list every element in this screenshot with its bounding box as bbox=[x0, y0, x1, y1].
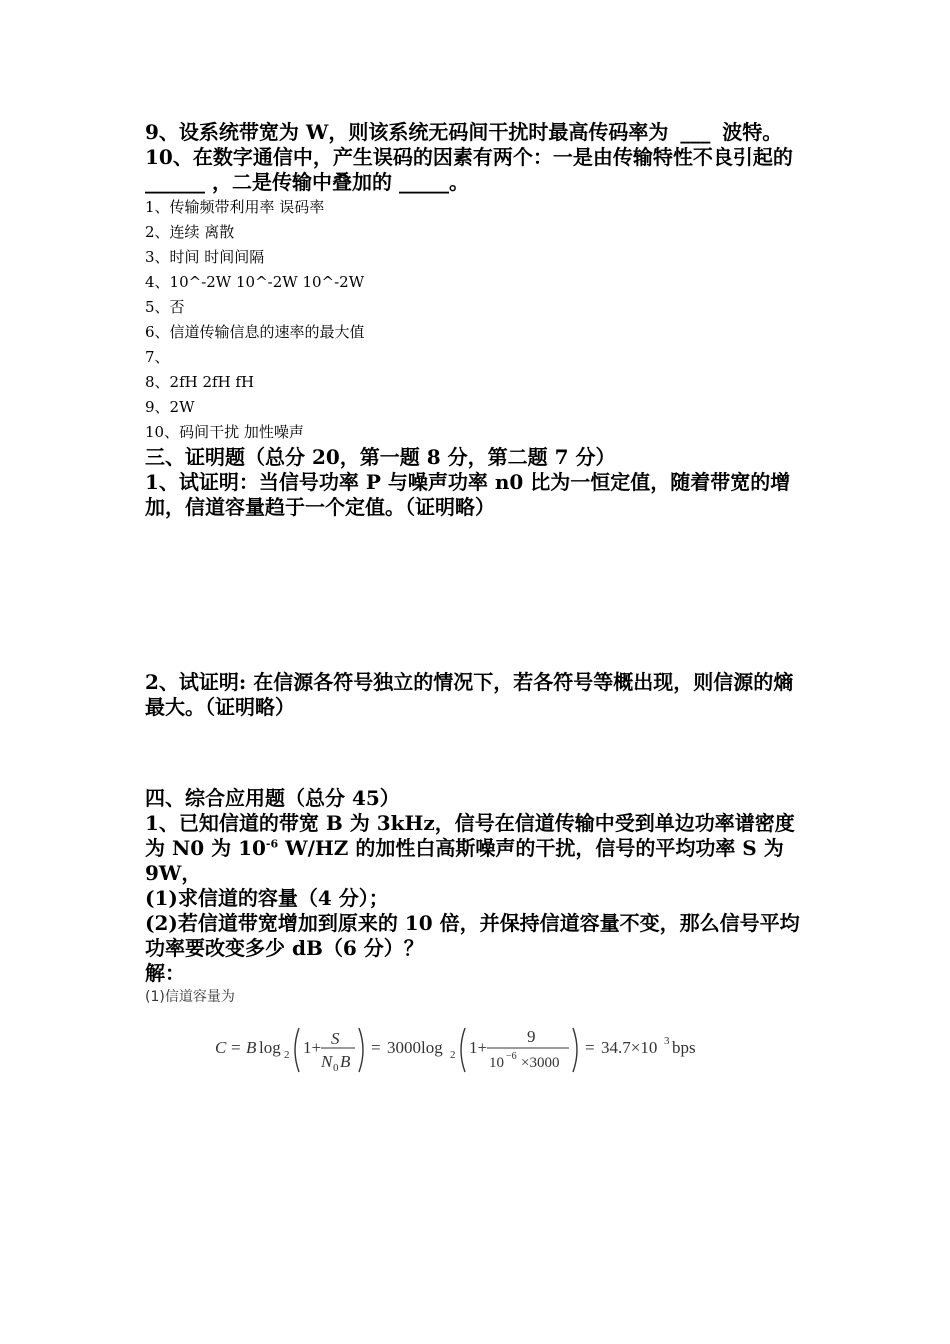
right-paren bbox=[359, 1028, 363, 1072]
answer-item: 6、信道传输信息的速率的最大值 bbox=[145, 323, 365, 341]
formula-n: N bbox=[321, 1052, 333, 1071]
formula-unit: bps bbox=[672, 1038, 696, 1057]
channel-capacity-formula bbox=[215, 1020, 735, 1076]
answer-list bbox=[145, 195, 810, 445]
section-3-title: 三、证明题（总分 20，第一题 8 分，第二题 7 分） bbox=[145, 445, 616, 469]
left-paren bbox=[461, 1028, 465, 1072]
blank-space bbox=[145, 520, 810, 670]
formula-eq: = bbox=[371, 1038, 381, 1057]
answer-item: 7、 bbox=[145, 348, 170, 366]
answer-item: 4、10^-2W 10^-2W 10^-2W bbox=[145, 273, 365, 291]
formula-one-plus: 1+ bbox=[469, 1038, 488, 1057]
solution-step-1-label: (1)信道容量为 bbox=[145, 989, 235, 1005]
formula-result: 34.7×10 bbox=[601, 1038, 658, 1057]
formula-eq: = bbox=[585, 1038, 595, 1057]
question-part-2: (2)若信道带宽增加到原来的 10 倍，并保持信道容量不变，那么信号平均功率要改变多少 dB（6 分）？ bbox=[145, 911, 800, 960]
right-paren bbox=[573, 1028, 577, 1072]
blank-space bbox=[145, 720, 810, 786]
answer-item: 5、否 bbox=[145, 298, 185, 316]
proof-question-2: 2、试证明: 在信源各符号独立的情况下，若各符号等概出现，则信源的熵最大。（证明略） bbox=[145, 670, 794, 719]
answer-item: 1、传输频带利用率 误码率 bbox=[145, 198, 325, 216]
formula-eq: = bbox=[231, 1038, 241, 1057]
formula-times-3000: ×3000 bbox=[521, 1055, 560, 1071]
question-9: 9、设系统带宽为 W，则该系统无码间干扰时最高传码率为 ___ 波特。 bbox=[145, 120, 783, 144]
formula-ten: 10 bbox=[489, 1055, 504, 1071]
formula-b: B bbox=[340, 1052, 351, 1071]
formula-exp: 3 bbox=[664, 1035, 670, 1047]
answer-blank: ___ bbox=[680, 120, 711, 144]
formula-one-plus: 1+ bbox=[303, 1038, 322, 1057]
answer-item: 10、码间干扰 加性噪声 bbox=[145, 423, 304, 441]
answer-item: 9、2W bbox=[145, 398, 195, 416]
application-question-1: 1、已知信道的带宽 B 为 3kHz，信号在信道传输中受到单边功率谱密度为 N0 为 $10^{-6}$ W/HZ 的加性白高斯噪声的干扰，信号的平均功率 S 为 9W， bbox=[145, 811, 795, 885]
answer-item: 2、连续 离散 bbox=[145, 223, 235, 241]
formula-c: C bbox=[215, 1038, 227, 1057]
proof-question-1: 1、试证明：当信号功率 P 与噪声功率 n0 比为一恒定值，随着带宽的增加，信道容量趋于一个定值。（证明略） bbox=[145, 470, 791, 519]
formula-exp: −6 bbox=[506, 1051, 517, 1062]
formula-log: log bbox=[259, 1038, 281, 1057]
formula-sub: 2 bbox=[450, 1049, 456, 1061]
section-4-title: 四、综合应用题（总分 45） bbox=[145, 786, 400, 810]
document-page bbox=[145, 120, 810, 1076]
answer-blank: _____ bbox=[398, 170, 449, 194]
answer-item: 8、2fH 2fH fH bbox=[145, 373, 255, 391]
solution-label: 解： bbox=[145, 961, 185, 985]
formula-3000log: 3000log bbox=[387, 1038, 443, 1057]
formula-s: S bbox=[331, 1029, 340, 1048]
formula-sub: 2 bbox=[284, 1049, 290, 1061]
question-part-1: (1)求信道的容量（4 分）； bbox=[145, 886, 389, 910]
answer-blank: ______ bbox=[145, 170, 205, 194]
formula-b: B bbox=[246, 1038, 257, 1057]
question-10: 10、在数字通信中，产生误码的因素有两个：一是由传输特性不良引起的 ______ ，二是传输中叠加的 _____。 bbox=[145, 145, 793, 194]
formula-svg bbox=[215, 1020, 735, 1076]
left-paren bbox=[295, 1028, 299, 1072]
answer-item: 3、时间 时间间隔 bbox=[145, 248, 265, 266]
formula-nine: 9 bbox=[527, 1027, 536, 1046]
formula-sub: 0 bbox=[333, 1062, 339, 1074]
